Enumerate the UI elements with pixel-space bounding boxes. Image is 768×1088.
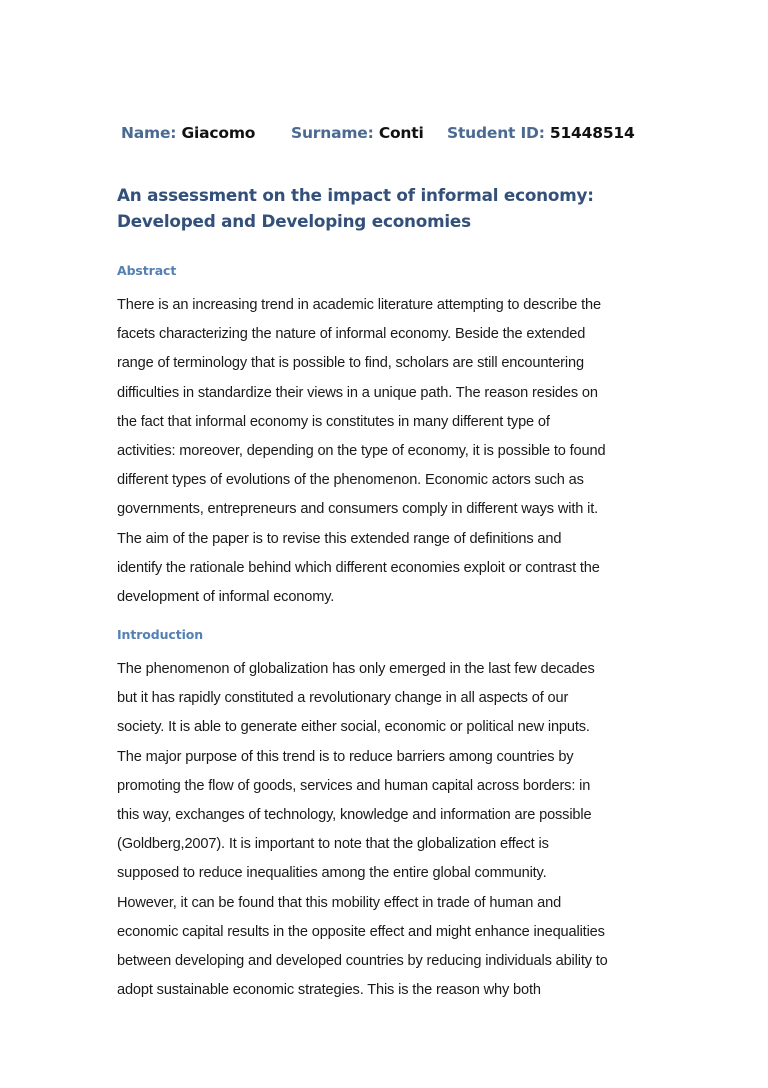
introduction-line: adopt sustainable economic strategies. This is the reason why both — [117, 982, 541, 999]
introduction-line: The major purpose of this trend is to reduce barriers among countries by — [117, 748, 574, 765]
name-field — [121, 124, 255, 142]
introduction-line: promoting the flow of goods, services and human capital across borders: in — [117, 777, 591, 794]
name-value: Giacomo — [181, 124, 256, 142]
student-id-label: Student ID: — [447, 124, 545, 142]
abstract-line: difficulties in standardize their views in a unique path. The reason resides on — [117, 384, 598, 401]
surname-field — [291, 124, 424, 142]
surname-value: Conti — [378, 124, 424, 142]
introduction-line: The phenomenon of globalization has only emerged in the last few decades — [117, 661, 595, 677]
document-title — [117, 182, 677, 234]
introduction-line: economic capital results in the opposite effect and might enhance inequalities — [117, 923, 605, 940]
abstract-line: range of terminology that is possible to find, scholars are still encountering — [117, 355, 584, 372]
introduction-line: but it has rapidly constituted a revolutionary change in all aspects of our — [117, 690, 569, 707]
abstract-line: The aim of the paper is to revise this extended range of definitions and — [117, 530, 562, 547]
introduction-heading: Introduction — [117, 627, 204, 642]
abstract-line: identify the rationale behind which different economies exploit or contrast the — [117, 559, 600, 576]
abstract-line: the fact that informal economy is constitutes in many different type of — [117, 413, 550, 430]
abstract-line: development of informal economy. — [117, 588, 335, 605]
introduction-line: between developing and developed countries by reducing individuals ability to — [117, 952, 608, 969]
abstract-line: There is an increasing trend in academic literature attempting to describe the — [117, 297, 601, 313]
name-label: Name: — [121, 124, 177, 142]
student-id-field — [447, 124, 635, 142]
abstract-line: different types of evolutions of the phenomenon. Economic actors such as — [117, 472, 584, 489]
abstract-line: activities: moreover, depending on the type of economy, it is possible to found — [117, 442, 606, 459]
title-line-2: Developed and Developing economies — [117, 211, 471, 231]
abstract-paragraph — [117, 291, 657, 612]
introduction-line: However, it can be found that this mobility effect in trade of human and — [117, 894, 562, 911]
introduction-line: this way, exchanges of technology, knowledge and information are possible — [117, 806, 592, 823]
title-line-1: An assessment on the impact of informal economy: — [117, 185, 594, 205]
surname-label: Surname: — [291, 124, 374, 142]
student-id-value: 51448514 — [549, 124, 635, 142]
introduction-line: supposed to reduce inequalities among the entire global community. — [117, 865, 547, 882]
abstract-heading: Abstract — [117, 263, 177, 278]
abstract-line: governments, entrepreneurs and consumers comply in different ways with it. — [117, 501, 598, 518]
abstract-line: facets characterizing the nature of informal economy. Beside the extended — [117, 326, 586, 343]
introduction-line: society. It is able to generate either social, economic or political new inputs. — [117, 719, 590, 736]
introduction-paragraph — [117, 655, 657, 1005]
introduction-line: (Goldberg,2007). It is important to note that the globalization effect is — [117, 836, 549, 853]
